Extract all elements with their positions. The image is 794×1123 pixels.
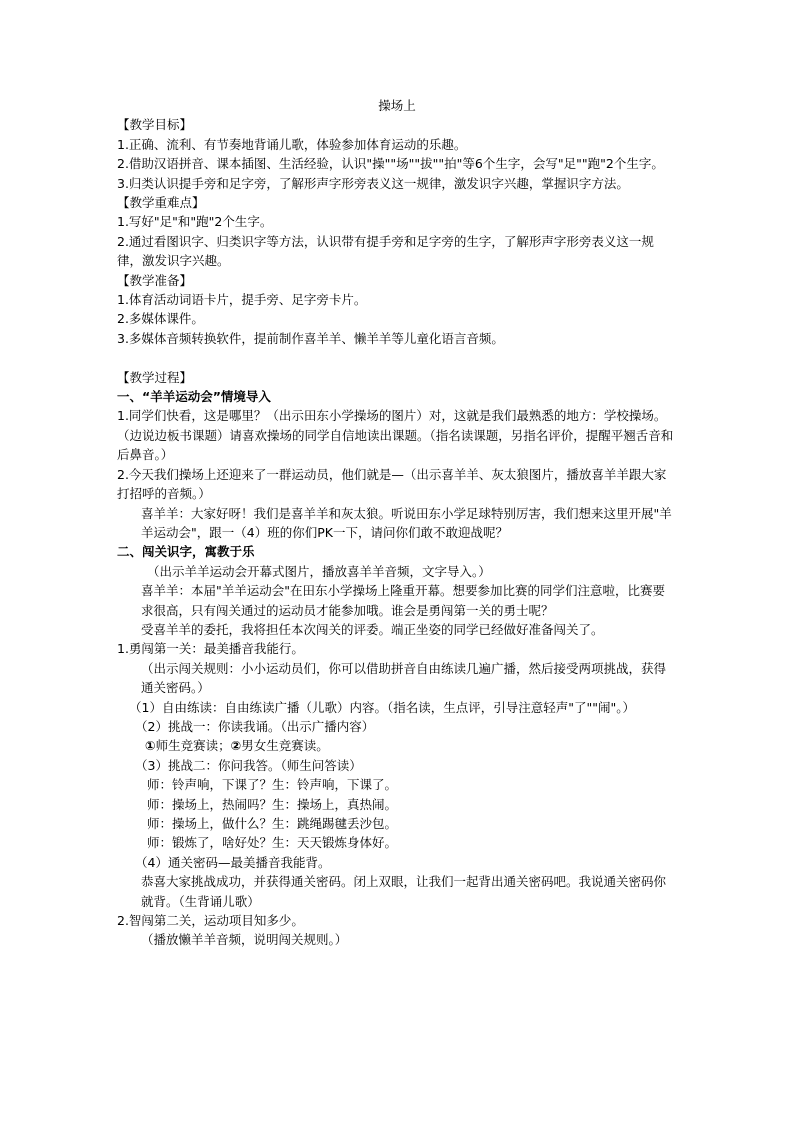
paragraph: 1.勇闯第一关：最美播音我能行。: [117, 641, 304, 657]
keypoint-item: 1.写好"足"和"跑"2个生字。: [117, 214, 273, 230]
dialogue-line: 师：操场上，热闹吗？生：操场上，真热闹。: [147, 796, 398, 812]
page-title: 操场上: [378, 98, 416, 113]
goal-item: 2.借助汉语拼音、课本插图、生活经验，认识"操""场""拔""拍"等6个生字，会写"足""跑"2个生字。: [117, 156, 664, 172]
circled-number: ①: [145, 738, 156, 754]
paragraph: （4）通关密码—最美播音我能背。: [135, 854, 331, 870]
section-title: 一、“羊羊运动会”情境导入: [117, 389, 271, 405]
paragraph: 喜羊羊：本届"羊羊运动会"在田东小学操场上隆重开幕。想要参加比赛的同学们注意啦，比赛要求很高，只有闯关通过的运动员才能参加哦。谁会是勇闯第一关的勇士呢？: [141, 583, 666, 618]
paragraph: （播放懒羊羊音频，说明闯关规则。）: [141, 932, 348, 948]
dialogue-line: 师：铃声响，下课了？生：铃声响，下课了。: [147, 777, 398, 793]
circled-number: ②: [230, 738, 242, 754]
paragraph: 2.智闯第二关，运动项目知多少。: [117, 913, 304, 929]
prep-item: 2.多媒体课件。: [117, 311, 204, 327]
prep-item: 3.多媒体音频转换软件，提前制作喜羊羊、懒羊羊等儿童化语言音频。: [117, 330, 504, 346]
paragraph: （1）自由练读：自由练读广播（儿歌）内容。（指名读，生点评，引导注意轻声"了""闹"。）: [129, 699, 635, 715]
keypoints-heading: 【教学重难点】: [117, 195, 205, 211]
goals-heading: 【教学目标】: [117, 117, 193, 133]
paragraph: 1.同学们快看，这是哪里？（出示田东小学操场的图片）对，这就是我们最熟悉的地方：学校操场。（边说边板书课题）请喜欢操场的同学自信地读出课题。（指名读课题，另指名评价，提醒平翘舌音和后鼻音。）: [117, 408, 674, 463]
text-span: 男女生竞赛读。: [241, 738, 329, 754]
process-heading: 【教学过程】: [117, 369, 193, 385]
paragraph: 受喜羊羊的委托，我将担任本次闯关的评委。端正坐姿的同学已经做好准备闯关了。: [141, 621, 604, 637]
paragraph: （出示闯关规则：小小运动员们，你可以借助拼音自由练读几遍广播，然后接受两项挑战，获得通关密码。）: [141, 660, 667, 696]
paragraph: 恭喜大家挑战成功，并获得通关密码。闭上双眼，让我们一起背出通关密码吧。我说通关密码你就背。（生背诵儿歌）: [141, 874, 667, 909]
prep-item: 1.体育活动词语卡片，提手旁、足字旁卡片。: [117, 292, 367, 308]
paragraph: 喜羊羊：大家好呀！我们是喜羊羊和灰太狼。听说田东小学足球特别厉害，我们想来这里开展"羊羊运动会"，跟一（4）班的你们PK一下，请问你们敢不敢迎战呢？: [141, 505, 672, 540]
paragraph: （2）挑战一：你读我诵。（出示广播内容）: [135, 718, 375, 734]
goal-item: 1.正确、流利、有节奏地背诵儿歌，体验参加体育运动的乐趣。: [117, 136, 467, 152]
blank-line: [117, 348, 677, 367]
paragraph: （出示羊羊运动会开幕式图片，播放喜羊羊音频，文字导入。）: [147, 563, 491, 579]
section-title: 二、闯关识字，寓教于乐: [117, 544, 255, 560]
paragraph: 2.今天我们操场上还迎来了一群运动员，他们就是—（出示喜羊羊、灰太狼图片，播放喜羊羊跟大家打招呼的音频。）: [117, 466, 667, 502]
document-page: [117, 96, 677, 950]
paragraph: [117, 736, 677, 755]
dialogue-line: 师：操场上，做什么？生：跳绳踢毽丢沙包。: [147, 816, 398, 832]
goal-item: 3.归类认识提手旁和足字旁，了解形声字形旁表义这一规律，激发识字兴趣，掌握识字方法。: [117, 175, 629, 191]
paragraph: （3）挑战二：你问我答。（师生问答读）: [135, 757, 362, 773]
text-span: 师生竞赛读；: [155, 738, 231, 754]
keypoint-item: 2.通过看图识字、归类识字等方法，认识带有提手旁和足字旁的生字，了解形声字形旁表义这一规律，激发识字兴趣。: [117, 233, 654, 269]
prep-heading: 【教学准备】: [117, 272, 193, 288]
dialogue-line: 师：锻炼了，啥好处？生：天天锻炼身体好。: [147, 835, 398, 851]
